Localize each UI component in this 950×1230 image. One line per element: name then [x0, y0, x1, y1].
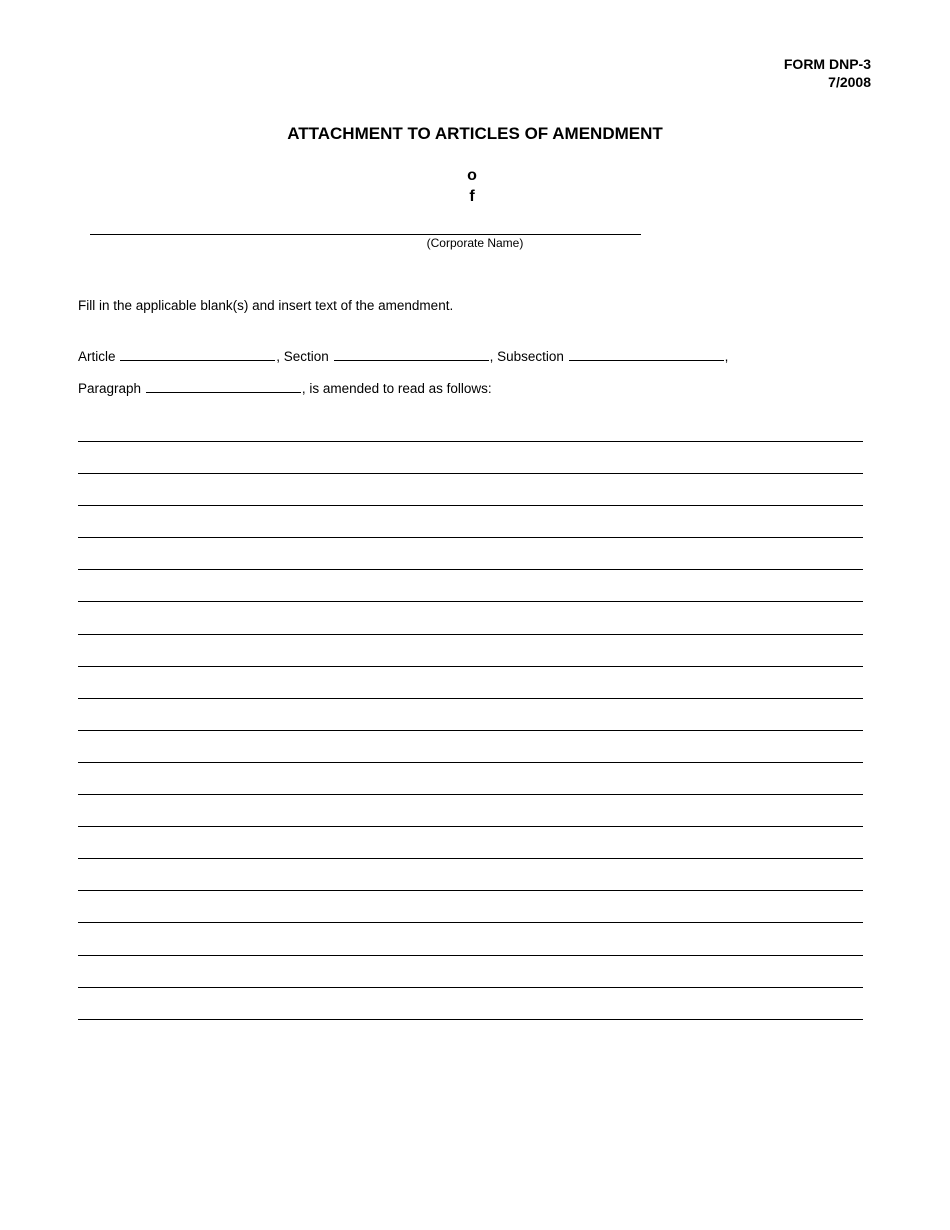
section-label: , Section — [276, 349, 329, 364]
subsection-label: , Subsection — [489, 349, 564, 364]
paragraph-label: Paragraph — [78, 381, 142, 396]
of-heading — [462, 165, 482, 207]
amendment-line[interactable] — [78, 569, 863, 570]
of-letter-o: o — [467, 167, 477, 184]
amendment-line[interactable] — [78, 762, 863, 763]
amendment-line[interactable] — [78, 473, 863, 474]
article-label: Article — [78, 349, 116, 364]
form-date: 7/2008 — [828, 74, 871, 90]
amendment-line[interactable] — [78, 666, 863, 667]
amendment-line[interactable] — [78, 987, 863, 988]
amendment-line[interactable] — [78, 922, 863, 923]
subsection-field[interactable] — [569, 347, 724, 361]
amendment-line[interactable] — [78, 890, 863, 891]
section-field[interactable] — [334, 347, 489, 361]
corporate-name-field[interactable] — [90, 234, 641, 235]
trailing-comma: , — [724, 349, 729, 364]
amendment-line[interactable] — [78, 698, 863, 699]
amendment-line[interactable] — [78, 794, 863, 795]
amendment-line[interactable] — [78, 601, 863, 602]
amendment-line[interactable] — [78, 826, 863, 827]
amendment-line[interactable] — [78, 730, 863, 731]
article-section-subsection-row — [78, 347, 728, 364]
amended-text: , is amended to read as follows: — [301, 381, 492, 396]
amendment-line[interactable] — [78, 505, 863, 506]
of-letter-f: f — [469, 188, 475, 205]
paragraph-row — [78, 379, 492, 396]
corporate-name-caption: (Corporate Name) — [426, 236, 524, 250]
amendment-line[interactable] — [78, 1019, 863, 1020]
page-title: ATTACHMENT TO ARTICLES OF AMENDMENT — [287, 124, 663, 143]
paragraph-field[interactable] — [146, 379, 301, 393]
amendment-line[interactable] — [78, 441, 863, 442]
amendment-line[interactable] — [78, 537, 863, 538]
amendment-line[interactable] — [78, 634, 863, 635]
form-number: FORM DNP-3 — [783, 56, 871, 72]
amendment-line[interactable] — [78, 858, 863, 859]
instruction-text: Fill in the applicable blank(s) and insert text of the amendment. — [78, 298, 454, 313]
amendment-text-area[interactable] — [78, 441, 863, 1051]
article-field[interactable] — [120, 347, 275, 361]
form-identifier — [784, 55, 871, 91]
amendment-line[interactable] — [78, 955, 863, 956]
